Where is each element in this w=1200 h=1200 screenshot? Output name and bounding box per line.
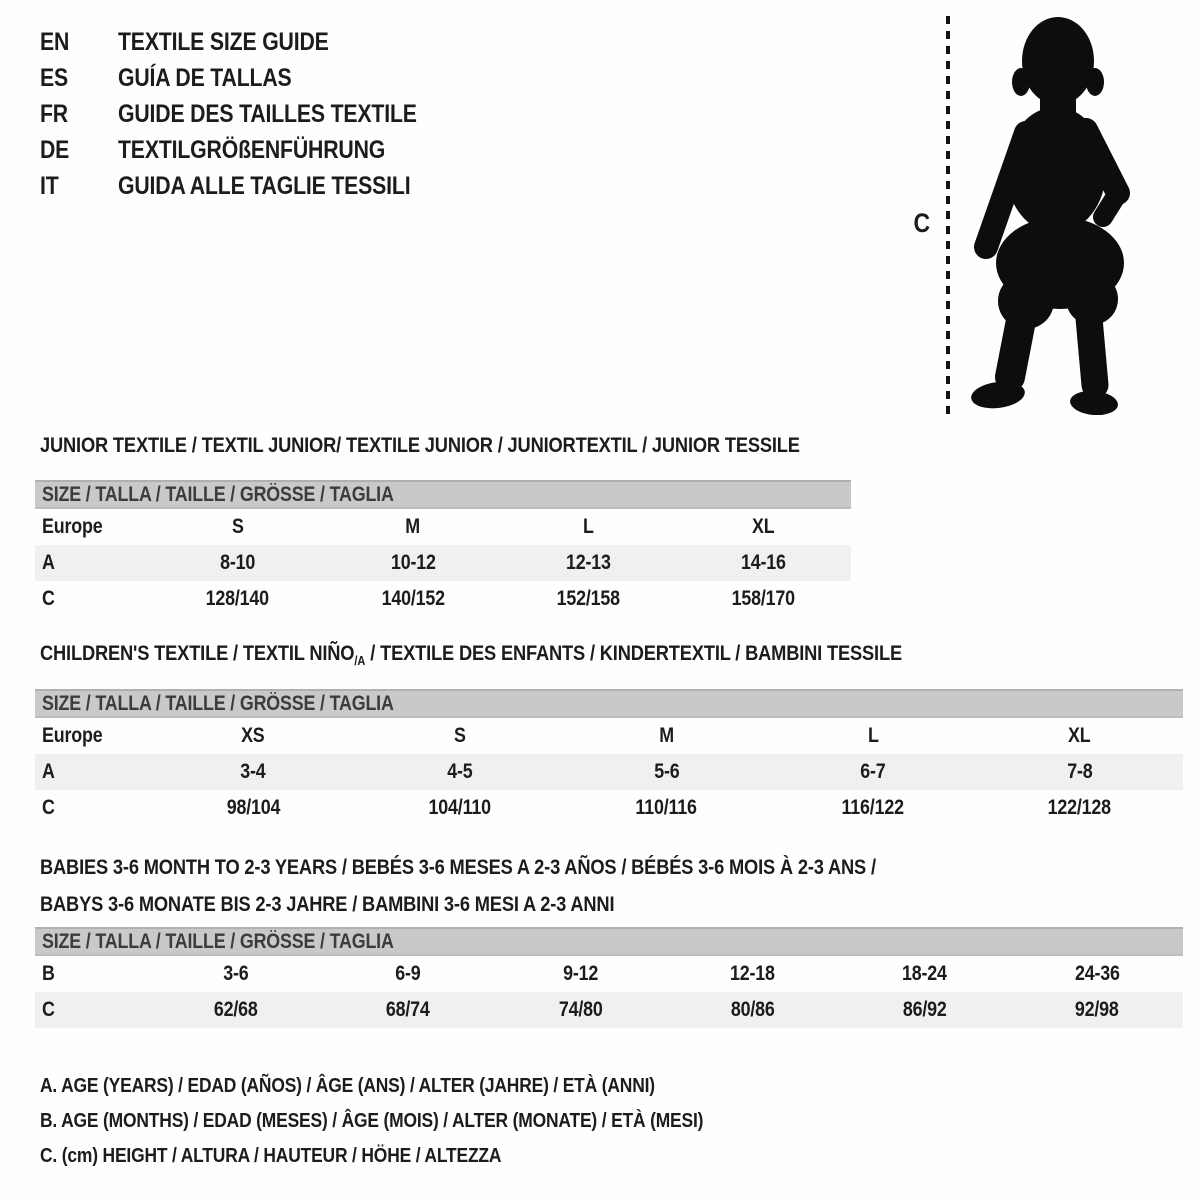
- height-measure-label: C: [913, 208, 930, 238]
- nino-a-subscript: /A: [354, 653, 366, 668]
- size-cell: 12-13: [565, 551, 611, 574]
- size-header-bar: SIZE / TALLA / TAILLE / GRÖSSE / TAGLIA: [35, 480, 851, 509]
- size-cell: 62/68: [214, 998, 258, 1021]
- size-cell: 3-6: [223, 962, 249, 985]
- children-size-table: [35, 689, 1183, 826]
- row-label: A: [42, 551, 55, 574]
- footnotes: [40, 1068, 820, 1173]
- size-cell: 14-16: [740, 551, 786, 574]
- row-label: B: [42, 962, 55, 985]
- table-row-months: [35, 956, 1183, 992]
- size-cell: 10-12: [390, 551, 436, 574]
- language-title: TEXTILE SIZE GUIDE: [118, 27, 329, 56]
- language-code: FR: [40, 99, 68, 128]
- table-row-height: [35, 790, 1183, 826]
- size-header-bar: SIZE / TALLA / TAILLE / GRÖSSE / TAGLIA: [35, 927, 1183, 956]
- size-cell: M: [659, 724, 674, 747]
- table-row-age: [35, 754, 1183, 790]
- size-cell: 7-8: [1067, 760, 1093, 783]
- junior-size-table: [35, 480, 851, 617]
- size-cell: XS: [241, 724, 266, 747]
- size-cell: 110/116: [635, 796, 698, 819]
- size-cell: L: [867, 724, 879, 747]
- size-cell: 86/92: [902, 998, 947, 1021]
- size-cell: 68/74: [386, 998, 431, 1021]
- language-code: EN: [40, 27, 70, 56]
- size-cell: 3-4: [240, 760, 266, 783]
- language-row: [40, 96, 470, 132]
- footnote-height-cm: C. (cm) HEIGHT / ALTURA / HAUTEUR / HÖHE / ALTEZZA: [40, 1143, 502, 1167]
- babies-size-table: [35, 927, 1183, 1028]
- size-cell: 122/128: [1047, 796, 1112, 819]
- size-cell: XL: [752, 515, 775, 538]
- row-label: C: [42, 998, 55, 1021]
- size-cell: 12-18: [730, 962, 775, 985]
- size-cell: 6-7: [860, 760, 886, 783]
- language-title: GUIDE DES TAILLES TEXTILE: [118, 99, 417, 128]
- table-row-europe: [35, 509, 851, 545]
- table-row-europe: [35, 718, 1183, 754]
- row-label: Europe: [42, 724, 103, 747]
- toddler-silhouette-icon: [968, 15, 1133, 415]
- language-title: GUÍA DE TALLAS: [118, 63, 292, 92]
- size-cell: 74/80: [558, 998, 603, 1021]
- language-row: [40, 60, 470, 96]
- size-cell: 18-24: [902, 962, 948, 985]
- row-label: Europe: [42, 515, 103, 538]
- size-cell: M: [405, 515, 421, 538]
- size-cell: 5-6: [653, 760, 680, 783]
- size-cell: 4-5: [447, 760, 473, 783]
- size-cell: 98/104: [226, 796, 281, 819]
- size-header-bar: SIZE / TALLA / TAILLE / GRÖSSE / TAGLIA: [35, 689, 1183, 718]
- babies-section-title: BABIES 3-6 MONTH TO 2-3 YEARS / BEBÉS 3-6 MESES A 2-3 AÑOS / BÉBÉS 3-6 MOIS À 2-3 ANS / BABYS 3-6 MONATE BIS 2-3 JAHRE / BAMBINI 3-6 MESI A 2-3 ANNI: [40, 855, 876, 916]
- height-dashed-line: [946, 16, 950, 416]
- size-cell: 8-10: [220, 551, 256, 574]
- language-title: TEXTILGRÖßENFÜHRUNG: [118, 135, 386, 164]
- junior-section-title: JUNIOR TEXTILE / TEXTIL JUNIOR/ TEXTILE JUNIOR / JUNIORTEXTIL / JUNIOR TESSILE: [40, 433, 800, 457]
- row-label: A: [42, 760, 55, 783]
- language-code: IT: [40, 171, 59, 200]
- language-code: ES: [40, 63, 69, 92]
- size-cell: 24-36: [1074, 962, 1120, 985]
- size-cell: XL: [1068, 724, 1091, 747]
- table-row-height: [35, 992, 1183, 1028]
- size-cell: 152/158: [556, 587, 620, 610]
- table-row-height: [35, 581, 851, 617]
- footnote-age-months: B. AGE (MONTHS) / EDAD (MESES) / ÂGE (MOIS) / ALTER (MONATE) / ETÀ (MESI): [40, 1108, 704, 1132]
- language-row: [40, 132, 470, 168]
- language-header: [40, 24, 470, 204]
- language-code: DE: [40, 135, 70, 164]
- footnote-age-years: A. AGE (YEARS) / EDAD (AÑOS) / ÂGE (ANS) / ALTER (JAHRE) / ETÀ (ANNI): [40, 1073, 655, 1097]
- size-cell: 116/122: [841, 796, 905, 819]
- language-row: [40, 24, 470, 60]
- table-row-age: [35, 545, 851, 581]
- size-cell: 92/98: [1075, 998, 1119, 1021]
- size-cell: S: [231, 515, 244, 538]
- size-cell: 140/152: [381, 587, 445, 610]
- size-cell: 128/140: [205, 587, 270, 610]
- size-cell: S: [454, 724, 466, 747]
- size-cell: 80/86: [730, 998, 775, 1021]
- children-section-title: CHILDREN'S TEXTILE / TEXTIL $NIÑO_{/A}$ / TEXTILE DES ENFANTS / KINDERTEXTIL / BAMBINI TESSILE: [40, 641, 902, 668]
- row-label: C: [42, 796, 55, 819]
- row-label: C: [42, 587, 55, 610]
- size-cell: L: [582, 515, 594, 538]
- size-cell: 9-12: [562, 962, 598, 985]
- size-cell: 6-9: [395, 962, 421, 985]
- size-cell: 158/170: [731, 587, 796, 610]
- language-title: GUIDA ALLE TAGLIE TESSILI: [118, 171, 411, 200]
- size-cell: 104/110: [428, 796, 492, 819]
- language-row: [40, 168, 470, 204]
